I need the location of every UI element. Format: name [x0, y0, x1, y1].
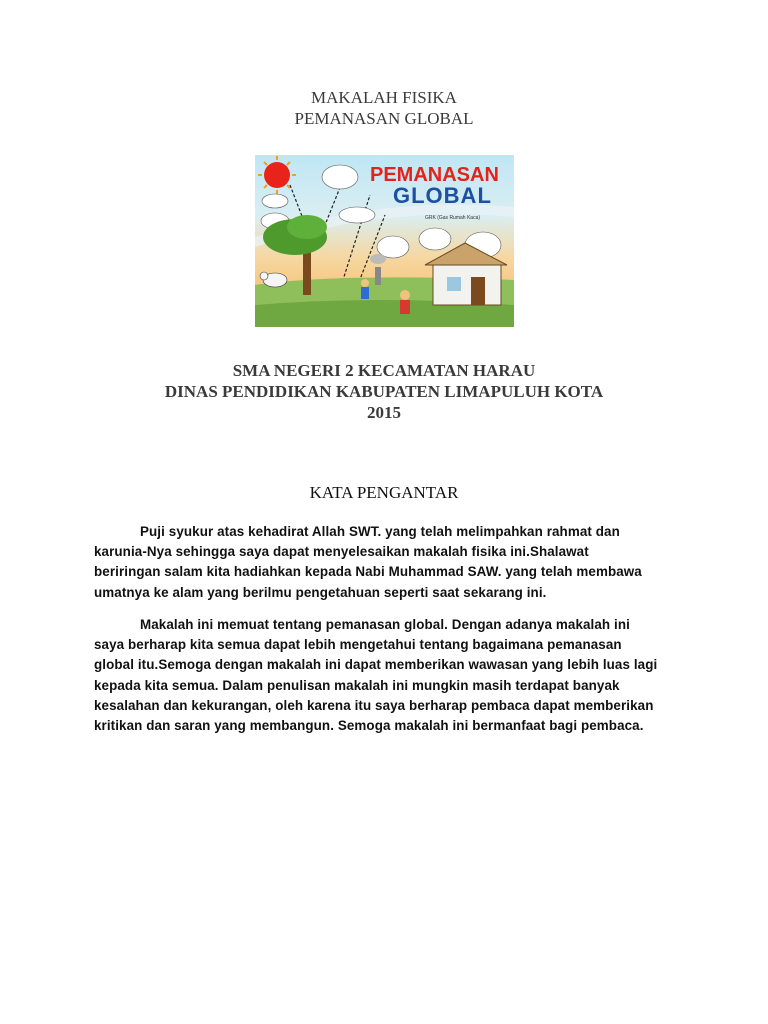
school-info — [0, 360, 768, 423]
year: 2015 — [367, 403, 401, 422]
paragraph-line: beriringan salam kita hadiahkan kepada Nabi Muhammad SAW. yang telah membawa — [94, 564, 642, 580]
paragraph-line: global itu.Semoga dengan makalah ini dapat memberikan wawasan yang lebih luas lagi — [94, 657, 658, 673]
foreword-heading: KATA PENGANTAR — [309, 483, 459, 502]
paragraph-line: kesalahan dan kekurangan, oleh karena itu saya berharap pembaca dapat memberikan — [94, 697, 654, 713]
illustration-band-label: GRK (Gas Rumah Kaca) — [425, 215, 481, 221]
foreword-paragraph-1 — [94, 522, 684, 603]
global-warming-illustration — [255, 155, 514, 327]
paragraph-line: saya berharap kita semua dapat lebih mengetahui tentang bagaimana pemanasan — [94, 637, 622, 653]
paragraph-line: umatnya ke alam yang berilmu pengetahuan seperti saat sekarang ini. — [94, 584, 547, 600]
paragraph-line: Makalah ini memuat tentang pemanasan global. Dengan adanya makalah ini — [140, 617, 630, 632]
cover-title — [0, 87, 768, 129]
cover-title-line-2: PEMANASAN GLOBAL — [294, 109, 474, 128]
cover-title-line-1: MAKALAH FISIKA — [311, 88, 457, 107]
paragraph-line: karunia-Nya sehingga saya dapat menyelesaikan makalah fisika ini.Shalawat — [94, 544, 589, 560]
paragraph-line: kepada kita semua. Dalam penulisan makalah ini mungkin masih terdapat banyak — [94, 677, 620, 693]
foreword-paragraph-2 — [94, 615, 684, 736]
sun-icon — [264, 162, 290, 188]
paragraph-line: Puji syukur atas kehadirat Allah SWT. yang telah melimpahkan rahmat dan — [140, 524, 620, 539]
school-name: SMA NEGERI 2 KECAMATAN HARAU — [232, 361, 536, 380]
house-wall — [433, 265, 501, 305]
illustration-heading-top: PEMANASAN — [370, 164, 499, 186]
education-office: DINAS PENDIDIKAN KABUPATEN LIMAPULUH KOTA — [164, 382, 604, 401]
paragraph-line: kritikan dan saran yang membangun. Semoga makalah ini bermanfaat bagi pembaca. — [94, 718, 644, 734]
illustration-heading-bottom: GLOBAL — [393, 183, 492, 208]
